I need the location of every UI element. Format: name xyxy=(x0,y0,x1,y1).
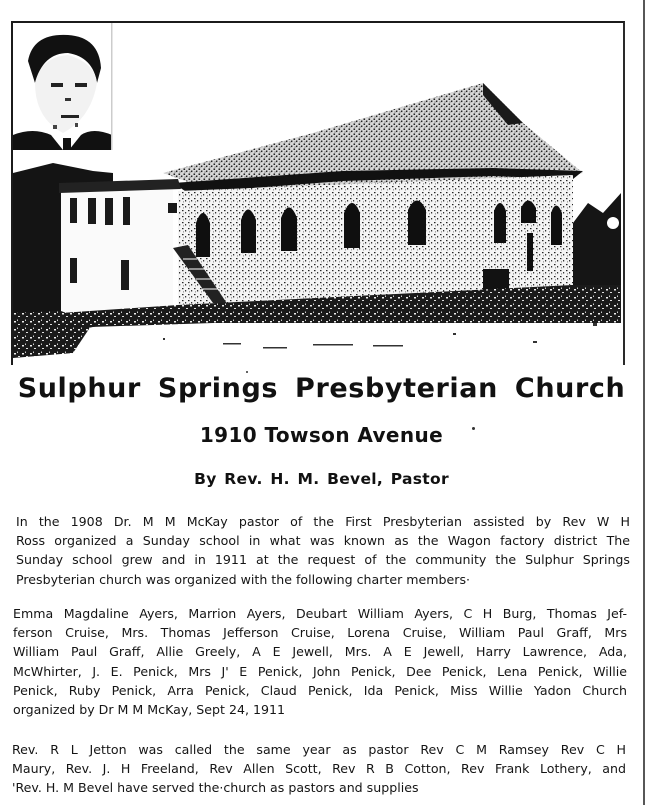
paragraph-pastors xyxy=(12,740,626,798)
paragraph-line: Rev. R L Jetton was called the same year as pastor Rev C M Ramsey Rev C H xyxy=(12,742,626,757)
paragraph-charter-members xyxy=(13,604,627,719)
paragraph-line: Sunday school grew and in 1911 at the request of the community the Sulphur Springs xyxy=(16,552,630,568)
article-byline: By Rev. H. M. Bevel, Pastor xyxy=(194,470,449,488)
paragraph-line: Penick, Ruby Penick, Arra Penick, Claud Penick, Ida Penick, Miss Willie Yadon Church xyxy=(13,682,627,698)
paragraph-history xyxy=(16,512,630,589)
paragraph-line: ferson Cruise, Mrs. Thomas Jefferson Cruise, Lorena Cruise, William Paul Graff, Mrs xyxy=(13,625,627,641)
paragraph-line: Ross organized a Sunday school in what was known as the Wagon factory district The xyxy=(16,533,630,549)
article-title: Sulphur Springs Presbyterian Church xyxy=(17,373,626,404)
paragraph-line: organized by Dr M M McKay, Sept 24, 1911 xyxy=(13,702,286,718)
paragraph-line: Maury, Rev. J. H Freeland, Rev Allen Scott, Rev R B Cotton, Rev Frank Lothery, and xyxy=(12,761,626,777)
paragraph-line: McWhirter, J. E. Penick, Mrs J' E Penick, John Penick, Dee Penick, Lena Penick, Willie xyxy=(13,663,627,679)
paragraph-line: Presbyterian church was organized with the following charter members· xyxy=(16,571,471,587)
church-photo xyxy=(11,21,625,365)
pastor-portrait xyxy=(13,23,113,150)
article-address: 1910 Towson Avenue xyxy=(199,423,444,447)
paragraph-line: William Paul Graff, Allie Greely, A E Jewell, Mrs. A E Jewell, Harry Lawrence, Ada, xyxy=(13,644,627,660)
paragraph-line: In the 1908 Dr. M M McKay pastor of the First Presbyterian assisted by Rev W H xyxy=(16,514,630,529)
paragraph-line: Emma Magdaline Ayers, Marrion Ayers, Deubart William Ayers, C H Burg, Thomas Jef- xyxy=(13,606,627,621)
church-photo-illustration xyxy=(13,23,623,365)
column-rule xyxy=(643,0,645,805)
paragraph-line: 'Rev. H. M Bevel have served the·church as pastors and supplies xyxy=(12,780,419,796)
